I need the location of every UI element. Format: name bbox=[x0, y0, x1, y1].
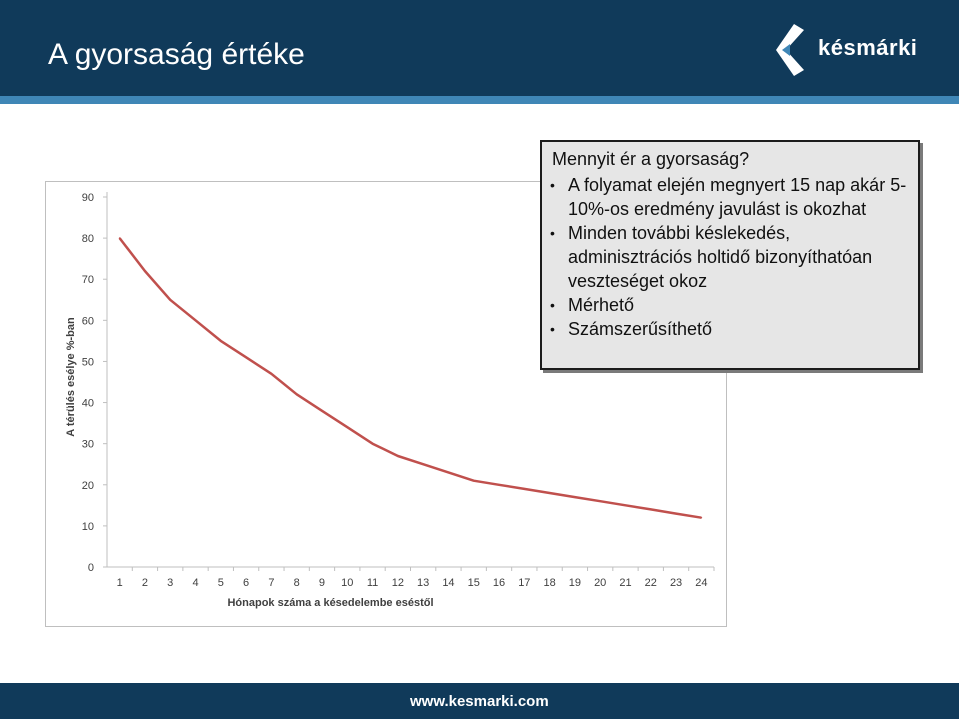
data-point bbox=[549, 492, 551, 494]
y-tick-label: 20 bbox=[81, 479, 94, 492]
x-tick-label: 18 bbox=[543, 577, 556, 589]
data-point bbox=[195, 320, 197, 322]
x-tick-label: 13 bbox=[417, 577, 430, 589]
callout-bullet bbox=[550, 221, 916, 293]
data-point bbox=[144, 270, 146, 272]
data-point bbox=[524, 488, 526, 490]
data-point bbox=[169, 299, 171, 301]
data-point bbox=[220, 340, 222, 342]
y-tick-label: 30 bbox=[81, 438, 94, 451]
x-tick-label: 9 bbox=[318, 577, 326, 589]
x-tick-label: 2 bbox=[141, 577, 148, 589]
bullet-icon: • bbox=[550, 225, 555, 241]
x-tick-label: 15 bbox=[467, 577, 480, 589]
y-tick-label: 50 bbox=[81, 356, 94, 369]
y-tick-label: 0 bbox=[87, 562, 94, 574]
callout-bullet-text: Minden további késlekedés, adminisztrációs holtidő bizonyíthatóan veszteséget okoz bbox=[568, 223, 873, 291]
y-tick-label: 40 bbox=[81, 397, 94, 410]
x-tick-label: 24 bbox=[695, 577, 708, 589]
footer-url: www.kesmarki.com bbox=[410, 693, 549, 710]
slide-title: A gyorsaság értéke bbox=[48, 38, 305, 71]
x-tick-label: 7 bbox=[268, 577, 275, 589]
data-point bbox=[296, 394, 298, 396]
x-tick-label: 22 bbox=[644, 577, 657, 589]
callout-bullet-text: Mérhető bbox=[568, 295, 635, 315]
bullet-icon: • bbox=[550, 297, 555, 313]
x-tick-label: 4 bbox=[192, 577, 199, 589]
y-tick-label: 10 bbox=[81, 520, 94, 533]
data-point bbox=[701, 517, 703, 519]
data-point bbox=[119, 237, 121, 239]
data-point bbox=[397, 455, 399, 457]
callout-box bbox=[540, 140, 920, 370]
bullet-icon: • bbox=[550, 321, 555, 337]
bullet-icon: • bbox=[550, 177, 555, 193]
data-point bbox=[346, 426, 348, 428]
x-tick-label: 1 bbox=[116, 577, 123, 589]
y-tick-label: 70 bbox=[81, 274, 94, 287]
data-point bbox=[271, 373, 273, 375]
x-tick-label: 23 bbox=[669, 577, 683, 589]
callout-bullet-text: Számszerűsíthető bbox=[568, 319, 713, 339]
data-point bbox=[599, 500, 601, 502]
y-axis-label: A térülés esélye %-ban bbox=[65, 317, 77, 437]
x-tick-label: 10 bbox=[341, 577, 354, 589]
callout-heading: Mennyit ér a gyorsaság? bbox=[552, 149, 750, 169]
data-point bbox=[650, 509, 652, 511]
logo-text: késmárki bbox=[818, 35, 918, 60]
x-tick-label: 20 bbox=[594, 577, 607, 589]
x-tick-label: 12 bbox=[391, 577, 404, 589]
data-point bbox=[321, 410, 323, 412]
header-stripe bbox=[0, 96, 959, 104]
x-tick-label: 5 bbox=[217, 577, 224, 589]
data-point bbox=[675, 513, 677, 515]
data-point bbox=[422, 463, 424, 465]
x-axis-label: Hónapok száma a késedelembe eséstől bbox=[227, 597, 434, 609]
data-point bbox=[574, 496, 576, 498]
data-point bbox=[498, 484, 500, 486]
callout-bullet bbox=[550, 293, 916, 317]
callout-bullet bbox=[550, 317, 916, 341]
data-point bbox=[448, 472, 450, 474]
callout-bullet-text: A folyamat elején megnyert 15 nap akár 5-10%-os eredmény javulást is okozhat bbox=[568, 175, 907, 219]
y-tick-label: 90 bbox=[81, 192, 94, 204]
x-tick-label: 14 bbox=[442, 577, 455, 589]
x-tick-label: 21 bbox=[619, 577, 632, 589]
y-tick-label: 80 bbox=[81, 233, 94, 246]
data-point bbox=[473, 480, 475, 482]
data-point bbox=[372, 443, 374, 445]
data-point bbox=[245, 357, 247, 359]
x-tick-label: 17 bbox=[518, 577, 531, 589]
x-tick-label: 11 bbox=[366, 577, 379, 589]
x-tick-label: 16 bbox=[492, 577, 506, 589]
x-tick-label: 6 bbox=[243, 577, 250, 589]
data-point bbox=[625, 505, 627, 507]
callout-bullet bbox=[550, 173, 916, 221]
x-tick-label: 3 bbox=[167, 577, 174, 589]
x-tick-label: 19 bbox=[568, 577, 582, 589]
y-tick-label: 60 bbox=[81, 315, 94, 328]
callout-bullet-list bbox=[550, 173, 916, 341]
x-tick-label: 8 bbox=[293, 577, 300, 589]
